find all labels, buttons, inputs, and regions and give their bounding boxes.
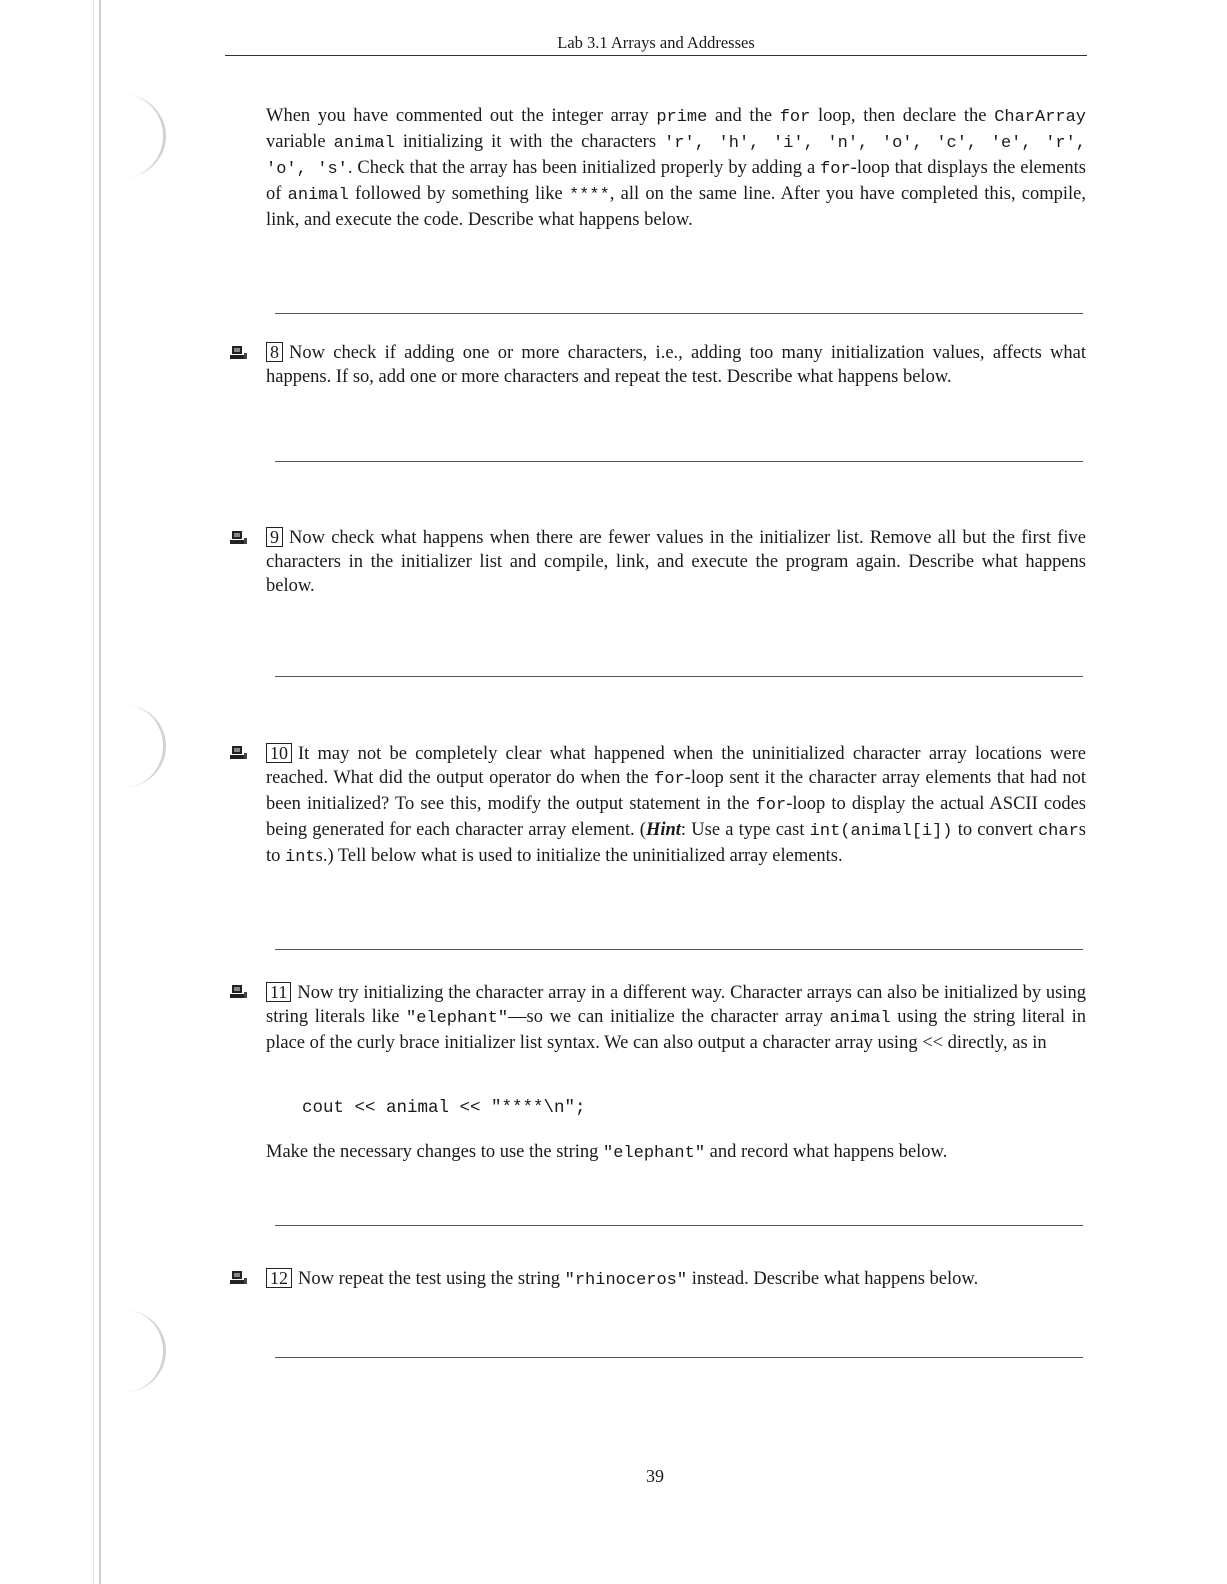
binding-edge-shadow xyxy=(93,0,94,1584)
step-8: 8 Now check if adding one or more characters, i.e., adding too many initialization values, affects what happens. If so, add one or more characters and repeat the test. Describe what happens below. xyxy=(266,342,1086,387)
answer-line[interactable] xyxy=(275,461,1083,462)
answer-line[interactable] xyxy=(275,313,1083,314)
step-number-badge: 8 xyxy=(266,342,283,362)
binder-hole xyxy=(115,705,166,787)
running-header: Lab 3.1 Arrays and Addresses xyxy=(557,33,755,52)
answer-line[interactable] xyxy=(275,1357,1083,1358)
binder-hole xyxy=(115,1310,166,1392)
step-11: 11 Now try initializing the character array in a different way. Character arrays can also be initialized by using string literals like "elephant"—so we can initialize the character array animal using the string literal in place of the curly brace initializer list syntax. We can also output a character array using << directly, as in xyxy=(266,982,1086,1053)
answer-line[interactable] xyxy=(275,1225,1083,1226)
binder-hole xyxy=(115,95,166,177)
intro-paragraph: When you have commented out the integer array prime and the for loop, then declare the CharArray variable animal initializing it with the characters 'r', 'h', 'i', 'n', 'o', 'c', 'e', 'r', 'o', 's'. Check that the array has been initialized properly by adding a for-loop that displays the elements of animal followed by something like ****, all on the same line. After you have completed this, compile, link, and execute the code. Describe what happens below. xyxy=(266,106,1087,230)
step-9: 9 Now check what happens when there are fewer values in the initializer list. Remove all but the first five characters in the initializer list and compile, link, and execute the program again. Describe what happens below. xyxy=(266,527,1086,596)
answer-line[interactable] xyxy=(275,949,1083,950)
step-number-badge: 10 xyxy=(266,743,292,763)
header-rule xyxy=(225,55,1087,56)
step-number-badge: 12 xyxy=(266,1268,292,1288)
binding-edge xyxy=(99,0,101,1584)
computer-icon xyxy=(230,745,248,761)
computer-icon xyxy=(230,345,248,361)
answer-line[interactable] xyxy=(275,676,1083,677)
code-example: cout << animal << "****\n"; xyxy=(302,1098,586,1118)
step-10: 10 It may not be completely clear what happened when the uninitialized character array locations were reached. What did the output operator do when the for-loop sent it the character array elements that had not been initialized? To see this, modify the output statement in the for-loop to display the actual ASCII codes being generated for each character array element. (Hint: Use a type cast int(animal[i]) to convert chars to ints.) Tell below what is used to initialize the uninitialized array elements. xyxy=(266,743,1087,867)
step-11-instruction: Make the necessary changes to use the string "elephant" and record what happens below. xyxy=(266,1142,948,1163)
computer-icon xyxy=(230,984,248,1000)
step-number-badge: 11 xyxy=(266,982,291,1002)
computer-icon xyxy=(230,530,248,546)
step-number-badge: 9 xyxy=(266,527,283,547)
computer-icon xyxy=(230,1270,248,1286)
step-12: 12 Now repeat the test using the string "rhinoceros" instead. Describe what happens below. xyxy=(266,1267,1086,1293)
page-number: 39 xyxy=(646,1466,664,1486)
